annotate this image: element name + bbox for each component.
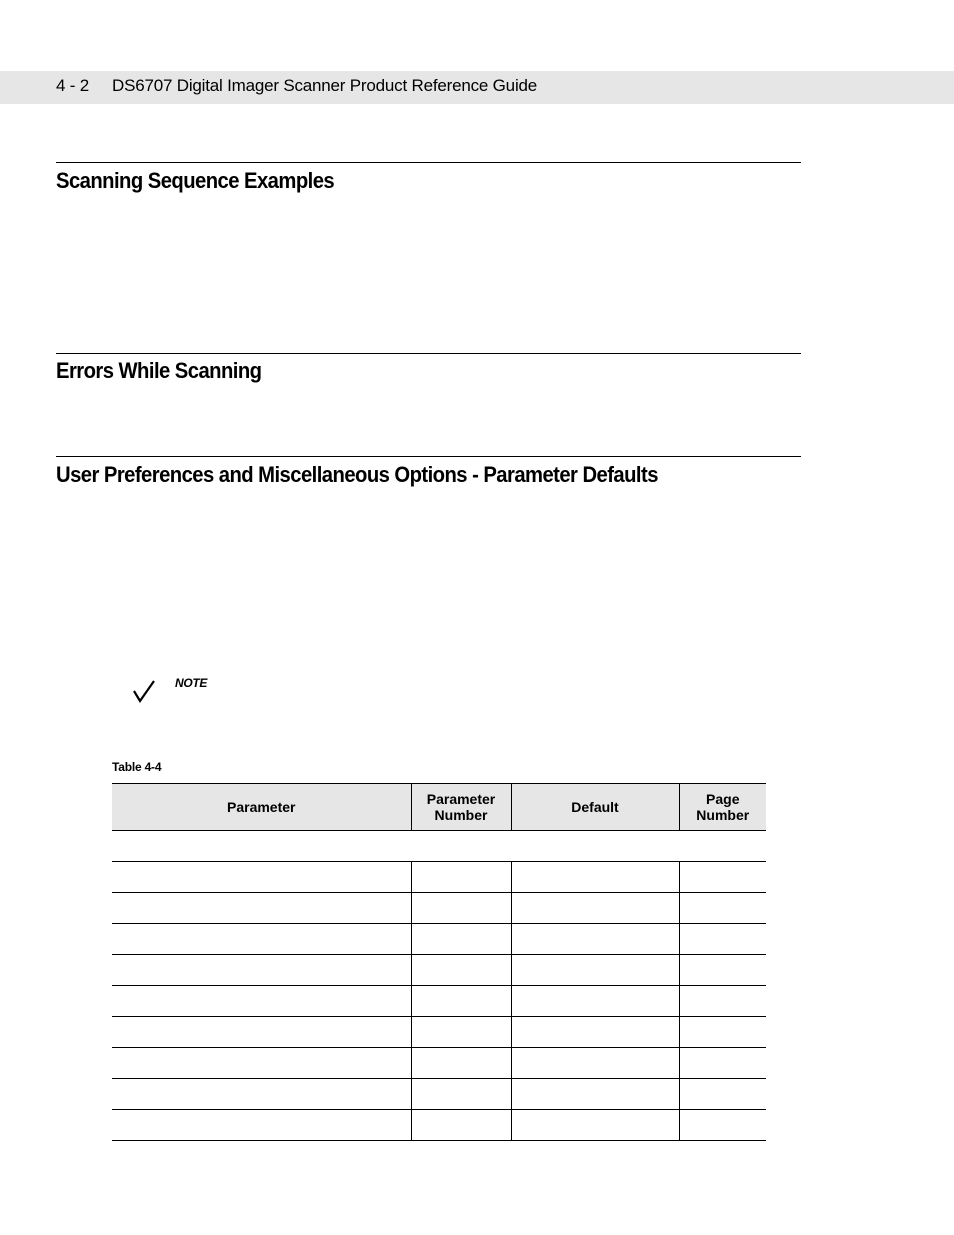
col-header-page-number: Page Number — [679, 784, 766, 831]
table-row — [112, 986, 766, 1017]
table-row — [112, 1017, 766, 1048]
table-row — [112, 1048, 766, 1079]
table-row — [112, 893, 766, 924]
section-rule — [56, 456, 801, 457]
note-label: NOTE — [175, 676, 208, 690]
checkmark-icon — [130, 678, 158, 706]
col-header-parameter: Parameter — [112, 784, 411, 831]
table-row — [112, 955, 766, 986]
col-header-default: Default — [511, 784, 679, 831]
parameter-defaults-table — [112, 783, 766, 1141]
section-title-errors: Errors While Scanning — [56, 358, 262, 383]
table-row — [112, 862, 766, 893]
table-caption: Table 4-4 — [112, 760, 162, 774]
table-row — [112, 924, 766, 955]
table-header-row — [112, 784, 766, 831]
section-rule — [56, 353, 801, 354]
header-guide-title: DS6707 Digital Imager Scanner Product Reference Guide — [112, 76, 538, 95]
section-title-scanning-sequence: Scanning Sequence Examples — [56, 168, 335, 193]
header-page-number: 4 - 2 — [56, 76, 90, 95]
table-row — [112, 1110, 766, 1141]
section-title-user-preferences: User Preferences and Miscellaneous Options - Parameter Defaults — [56, 462, 658, 487]
section-rule — [56, 162, 801, 163]
table-row — [112, 1079, 766, 1110]
table-group-row — [112, 831, 766, 862]
running-header — [56, 76, 537, 96]
col-header-parameter-number: Parameter Number — [411, 784, 511, 831]
